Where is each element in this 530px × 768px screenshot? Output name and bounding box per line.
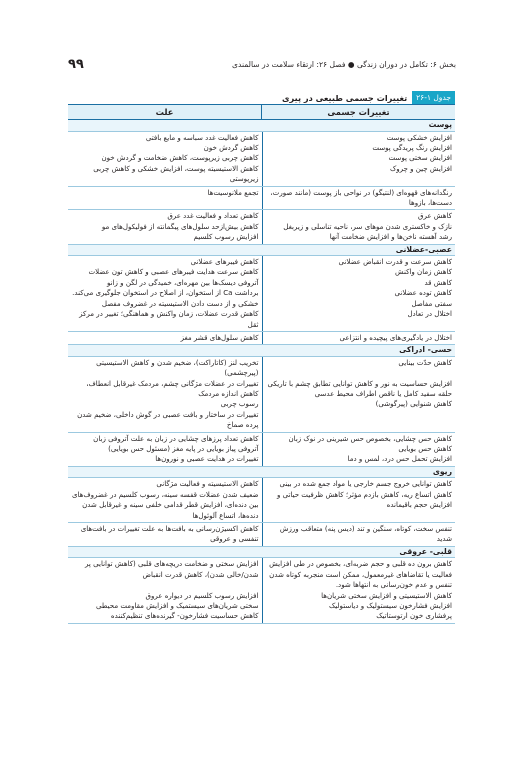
table-row bbox=[68, 433, 455, 467]
changes-cell bbox=[262, 478, 456, 522]
section-title: عصبی-عضلانی bbox=[68, 245, 455, 257]
causes-cell bbox=[68, 558, 262, 622]
cell-line: اختلال در یادگیری‌های پیچیده و انتزاعی bbox=[339, 332, 452, 342]
cell-line: افزایش سختی و ضخامت دریچه‌های قلبی (کاهش توانایی پر شدن/خالی شدن)، کاهش قدرت انقباض bbox=[85, 559, 259, 579]
cell-line: کاهش حساسیت فشارخون- گیرنده‌های تنظیم‌کننده bbox=[110, 611, 259, 621]
cell-line: کاهش تعداد و فعالیت غدد عرق bbox=[167, 211, 259, 221]
cell-line: کاهش توانایی خروج جسم خارجی یا مواد جمع شده در بینی bbox=[279, 479, 452, 489]
cell-line: کاهش اتساع ریه، کاهش بازدم مؤثر؛ کاهش ظرفیت حیاتی و افزایش حجم باقیمانده bbox=[276, 489, 452, 510]
cell-line: کاهش تعداد پرزهای چشایی در زبان به علت آتروفی زبان bbox=[93, 433, 259, 443]
cell-line: سفتی مفاصل bbox=[411, 298, 452, 308]
cell-line: تغییرات در ساختار و بافت عصبی در گوش داخلی، ضخیم شدن پرده صماخ bbox=[77, 409, 259, 430]
table-row bbox=[68, 478, 455, 523]
cell-line: کاهش الاستیسیته و فعالیت مژگانی bbox=[156, 479, 259, 489]
physical-changes-table bbox=[68, 91, 455, 624]
table-row bbox=[68, 256, 455, 332]
cell-line: حلقه سفید کامل یا ناقص اطراف محیط عدسی bbox=[314, 389, 452, 399]
cell-line bbox=[71, 580, 259, 590]
cell-line: اختلال در تعادل bbox=[407, 309, 452, 319]
cell-line: افزایش رنگ پریدگی پوست bbox=[372, 142, 452, 152]
changes-cell bbox=[262, 132, 456, 186]
cell-line: افزایش تحمل حس درد، لمس و دما bbox=[347, 454, 452, 464]
cell-line: افزایش رسوب کلسیم در دیواره عروق bbox=[145, 590, 259, 600]
table-row bbox=[68, 332, 455, 345]
section-title: ریوی bbox=[68, 467, 455, 479]
cell-line: سختی شریان‌های سیستمیک و افزایش مقاومت محیطی bbox=[95, 600, 259, 610]
cell-line: کاهش سرعت و قدرت انقباض عضلانی bbox=[338, 257, 452, 267]
cell-line: افزایش رسوب کلسیم bbox=[193, 232, 259, 242]
changes-cell bbox=[262, 523, 456, 546]
causes-cell bbox=[68, 210, 262, 243]
cell-line: کاهش شنوایی (پیرگوشی) bbox=[375, 399, 452, 409]
cell-line: کاهش قدرت عضلات، زمان واکنش و هماهنگی؛ تغییر در مرکز ثقل bbox=[79, 309, 259, 329]
cell-line: رشد آهسته ناخن‌ها و افزایش ضخامت آنها bbox=[329, 232, 452, 242]
causes-cell bbox=[68, 523, 262, 546]
cell-line: تغییرات در عضلات مژگانی چشم، مردمک غیرقابل انعطاف، bbox=[86, 378, 259, 388]
cell-line: خشکی و از دست دادن الاستیسیته در غضروف مفصل bbox=[101, 298, 259, 308]
causes-cell bbox=[68, 433, 262, 466]
cell-line: کاهش حدّت بینایی bbox=[398, 357, 452, 367]
changes-cell bbox=[262, 357, 456, 432]
table-title: تغییرات جسمی طبیعی در پیری bbox=[282, 92, 408, 103]
column-header-causes: علت bbox=[155, 107, 174, 117]
cell-line: کاهش توده عضلانی bbox=[394, 288, 452, 298]
cell-line: نازک و خاکستری شدن موهای سر، ناحیه تناسلی و زیربغل bbox=[283, 221, 452, 231]
cell-line: کاهش فعالیت غدد سباسه و مایع بافتی bbox=[145, 132, 259, 142]
cell-line: رسوب چربی bbox=[220, 399, 259, 409]
cell-line: کاهش قد bbox=[424, 277, 452, 287]
cell-line: افزایش حساسیت به نور و کاهش توانایی تطابق چشم با تاریکی bbox=[267, 378, 452, 388]
section-title: حسی- ادراکی bbox=[68, 345, 455, 357]
cell-line: آتروفی پیاز بویایی در پایه مغز (مسئول حس بویایی) bbox=[108, 444, 259, 454]
cell-line: کاهش الاستیسیتی و افزایش سختی شریان‌ها bbox=[321, 590, 452, 600]
page-header bbox=[68, 54, 456, 74]
cell-line: کاهش اکسیژن‌رسانی به بافت‌ها به علت تغییرات در بافت‌های تنفسی و عروقی bbox=[80, 524, 259, 544]
cell-line: کاهش بیش‌ازحد سلول‌های پیگمانته از فولیکول‌های مو bbox=[101, 221, 259, 231]
cell-line: کاهش عرق bbox=[417, 211, 452, 221]
cell-line: تجمع ملانوسیت‌ها bbox=[207, 187, 259, 197]
cell-line: پرفشاری خون ارتوستاتیک bbox=[376, 611, 452, 621]
cell-line bbox=[266, 368, 453, 378]
cell-line: کاهش فیبرهای عضلانی bbox=[190, 257, 259, 267]
section-title: پوست bbox=[68, 120, 455, 132]
table-row bbox=[68, 558, 455, 623]
cell-line: کاهش زمان واکنش bbox=[394, 267, 452, 277]
table-number: جدول ۱-۲۶ bbox=[412, 91, 455, 104]
table-row bbox=[68, 132, 455, 187]
cell-line: افزایش چین و چروک bbox=[389, 163, 452, 173]
cell-line: برداشت Ca از استخوان، از اصلاح در استخوان جلوگیری می‌کند. bbox=[72, 288, 259, 298]
table-row bbox=[68, 523, 455, 547]
changes-cell bbox=[262, 332, 456, 344]
running-title bbox=[232, 60, 456, 69]
column-header-changes: تغییرات جسمی bbox=[261, 105, 455, 119]
cell-line: آتروفی دیسک‌ها بین مهره‌ای، خمیدگی در لگن و زانو bbox=[106, 277, 259, 287]
cell-line: تغییرات در هدایت عصبی و نورون‌ها bbox=[155, 454, 259, 464]
cell-line: تخریب لنز (کاتاراکت)، ضخیم شدن و کاهش الاستیسیتی (پیرچشمی) bbox=[96, 357, 259, 378]
page-number: ۹۹ bbox=[68, 56, 84, 72]
cell-line: افزایش فشارخون سیستولیک و دیاستولیک bbox=[328, 600, 452, 610]
cell-line: تنفس سخت، کوتاه، سنگین و تند (دیس پنه) متعاقب ورزش شدید bbox=[279, 524, 452, 544]
causes-cell bbox=[68, 478, 262, 522]
section-title: قلبی- عروقی bbox=[68, 547, 455, 559]
changes-cell bbox=[262, 256, 456, 331]
causes-cell bbox=[68, 187, 262, 210]
changes-cell bbox=[262, 187, 456, 210]
cell-line: رنگدانه‌های قهوه‌ای (لنتیگو) در نواحی باز پوست (مانند صورت، دست‌ها، بازوها bbox=[270, 187, 452, 207]
cell-line: ضعیف شدن عضلات قفسه سینه، رسوب کلسیم در غضروف‌های بین دنده‌ای، افزایش قطر قدامی خلفی سینه و غیرقابل شدن دنده‌ها، اتساع آلوئول‌ها bbox=[71, 489, 259, 520]
cell-line: افزایش سختی پوست bbox=[388, 153, 452, 163]
table-body bbox=[68, 120, 455, 624]
cell-line: افزایش خشکی پوست bbox=[386, 132, 452, 142]
cell-line: کاهش گردش خون bbox=[203, 142, 259, 152]
table-caption bbox=[68, 91, 455, 104]
causes-cell bbox=[68, 256, 262, 331]
cell-line: کاهش برون ده قلبی و حجم ضربه‌ای، بخصوص در طی افزایش فعالیت یا تقاضاهای غیرمعمول، ممکن است منجربه کوتاه شدن تنفس و عدم خون‌رسانی به انتهاها شود. bbox=[269, 559, 452, 590]
cell-line: کاهش سرعت هدایت فیبرهای عصبی و کاهش تون عضلات bbox=[88, 267, 259, 277]
causes-cell bbox=[68, 132, 262, 186]
cell-line: کاهش حس چشایی، بخصوص حس شیرینی در نوک زبان bbox=[288, 433, 452, 443]
cell-line: کاهش سلول‌های قشر مغز bbox=[180, 332, 259, 342]
table-row bbox=[68, 210, 455, 244]
causes-cell bbox=[68, 357, 262, 432]
cell-line: کاهش اندازه مردمک bbox=[198, 389, 259, 399]
changes-cell bbox=[262, 433, 456, 466]
cell-line: کاهش حس بویایی bbox=[398, 444, 452, 454]
table-header bbox=[68, 104, 455, 120]
changes-cell bbox=[262, 558, 456, 622]
cell-line: کاهش الاستیسیته پوست، افزایش خشکی و کاهش چربی زیرپوستی bbox=[93, 163, 259, 184]
table-row bbox=[68, 187, 455, 211]
cell-line: کاهش چربی زیرپوست، کاهش ضخامت و گردش خون bbox=[101, 153, 259, 163]
causes-cell bbox=[68, 332, 262, 344]
table-row bbox=[68, 357, 455, 433]
changes-cell bbox=[262, 210, 456, 243]
running-title-text: بخش ۶: تکامل در دوران زندگی ● فصل ۲۶: ارتقاء سلامت در سالمندی bbox=[232, 59, 456, 69]
